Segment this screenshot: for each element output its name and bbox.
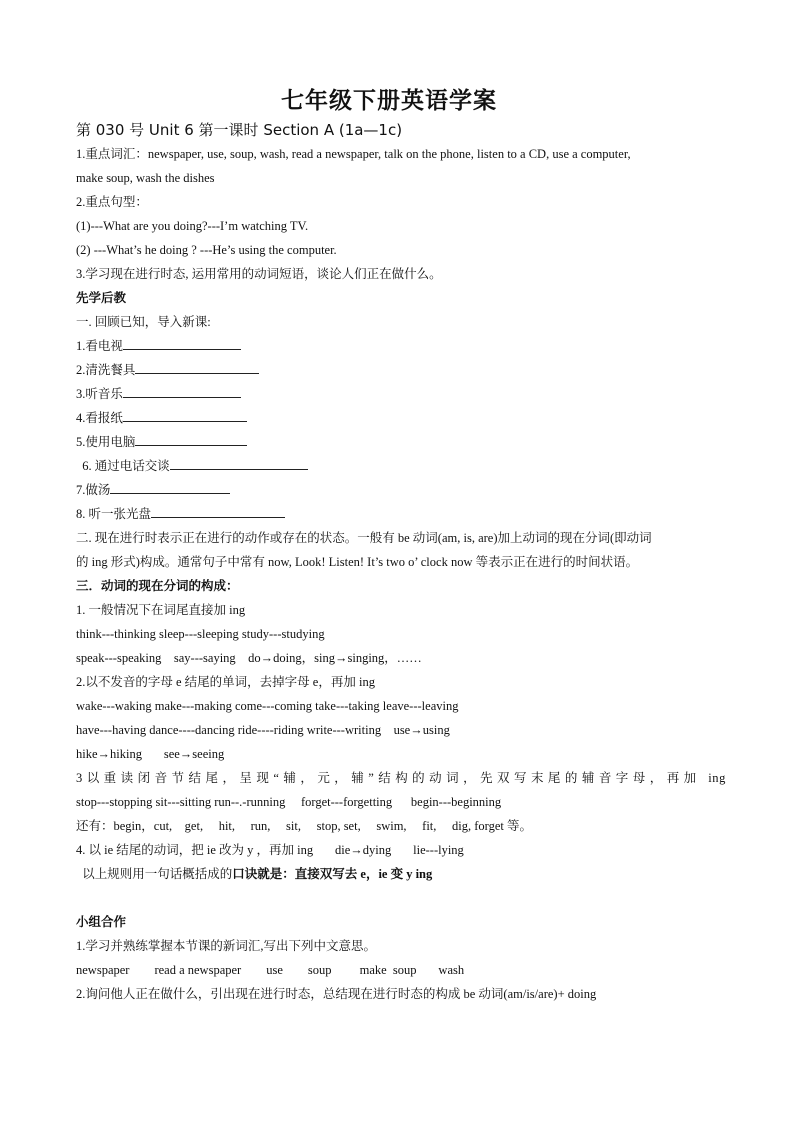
pattern-2: (2) ---What’s he doing ? ---He’s using the computer. xyxy=(76,243,337,257)
review-item: 7.做汤 xyxy=(76,478,726,502)
review-item: 8. 听一张光盘 xyxy=(76,502,726,526)
review-item: 2.清洗餐具 xyxy=(76,358,726,382)
vocab-line-2: make soup, wash the dishes xyxy=(76,171,215,185)
rule-summary: 以上规则用一句话概括成的口诀就是：直接双写去 e，ie 变 y ing xyxy=(76,867,433,881)
answer-blank[interactable] xyxy=(110,479,230,494)
rule-1-example-2: speak---speaking say---saying do→doing，sing→singing，…… xyxy=(76,651,422,665)
group-task-2: 2.询问他人正在做什么，引出现在进行时态，总结现在进行时态的构成 be 动词(am/is/are)+ doing xyxy=(76,987,597,1001)
rule-2: 2.以不发音的字母 e 结尾的单词，去掉字母 e，再加 ing xyxy=(76,675,375,689)
review-item: 1.看电视 xyxy=(76,334,726,358)
pattern-1: (1)---What are you doing?---I’m watching TV. xyxy=(76,219,309,233)
answer-blank[interactable] xyxy=(123,407,247,422)
review-item: 4.看报纸 xyxy=(76,406,726,430)
worksheet-page xyxy=(76,84,726,1006)
pattern-title: 2.重点句型： xyxy=(76,195,148,209)
review-item: 5.使用电脑 xyxy=(76,430,726,454)
answer-blank[interactable] xyxy=(123,383,241,398)
rule-2-example-2: have---having dance----dancing ride----riding write---writing use→using xyxy=(76,723,450,737)
rule-1-example-1: think---thinking sleep---sleeping study---studying xyxy=(76,627,325,641)
lesson-subtitle: 第 030 号 Unit 6 第一课时 Section A (1a—1c) xyxy=(76,121,403,139)
rule-2-example-3: hike→hiking see→seeing xyxy=(76,747,225,761)
group-word-list: newspaper read a newspaper use soup make soup wash xyxy=(76,963,465,977)
review-item: 3.听音乐 xyxy=(76,382,726,406)
answer-blank[interactable] xyxy=(123,335,241,350)
review-heading: 一. 回顾已知，导入新课: xyxy=(76,315,211,329)
rule-3-example-1: stop---stopping sit---sitting run--.-running forget---forgetting begin---beginning xyxy=(76,795,502,809)
rule-2-example-1: wake---waking make---making come---coming take---taking leave---leaving xyxy=(76,699,459,713)
page-title: 七年级下册英语学案 xyxy=(281,88,497,114)
grammar-line-2: 的 ing 形式)构成。通常句子中常有 now, Look! Listen! It’s two o’ clock now 等表示正在进行的时间状语。 xyxy=(76,555,639,569)
goal-3: 3.学习现在进行时态, 运用常用的动词短语，谈论人们正在做什么。 xyxy=(76,267,442,281)
answer-blank[interactable] xyxy=(170,455,308,470)
rule-4: 4. 以 ie 结尾的动词，把 ie 改为 y ，再加 ing die→dying lie---lying xyxy=(76,843,464,857)
rule-3-example-2: 还有：begin，cut, get, hit, run, sit, stop, set, swim, fit, dig, forget 等。 xyxy=(76,819,532,833)
section-heading-preview: 先学后教 xyxy=(76,291,127,305)
review-item: 6. 通过电话交谈 xyxy=(76,454,726,478)
answer-blank[interactable] xyxy=(135,359,259,374)
grammar-line-1: 二. 现在进行时表示正在进行的动作或存在的状态。一般有 be 动词(am, is, are)加上动词的现在分词(即动词 xyxy=(76,531,652,545)
rule-3: 3以重读闭音节结尾，呈现“辅，元，辅”结构的动词，先双写末尾的辅音字母，再加 ing xyxy=(76,771,726,785)
group-task-1: 1.学习并熟练掌握本节课的新词汇,写出下列中文意思。 xyxy=(76,939,377,953)
rule-1: 1. 一般情况下在词尾直接加 ing xyxy=(76,603,246,617)
answer-blank[interactable] xyxy=(135,431,247,446)
grammar-heading-3: 三．动词的现在分词的构成： xyxy=(76,579,239,593)
answer-blank[interactable] xyxy=(151,503,285,518)
vocab-line-1: 1.重点词汇：newspaper, use, soup, wash, read a newspaper, talk on the phone, listen to a CD, use a computer, xyxy=(76,147,631,161)
section-heading-group: 小组合作 xyxy=(76,915,127,929)
